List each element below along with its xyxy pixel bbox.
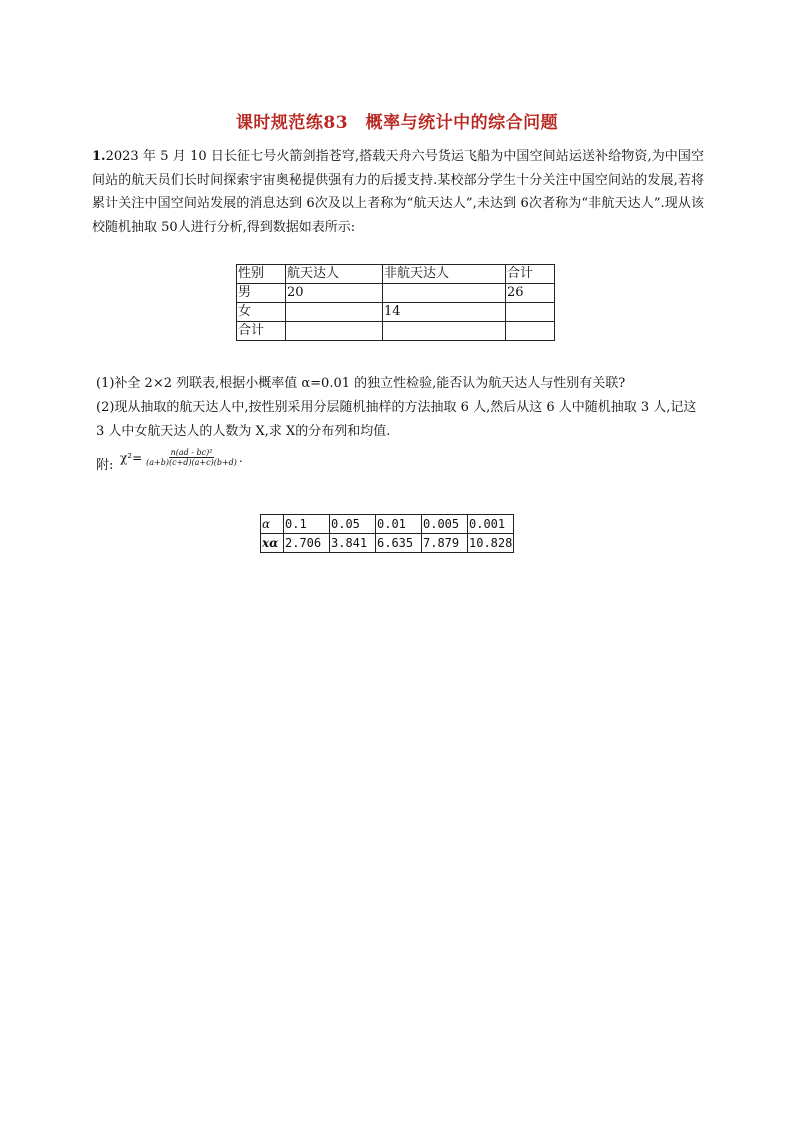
row-label: α <box>261 515 284 534</box>
table-row <box>261 515 514 534</box>
problem-number: 1. <box>92 149 106 164</box>
formula-numerator: n(ad - bc)² <box>170 448 213 457</box>
header-cell: 性别 <box>237 265 286 284</box>
table-cell: 0.01 <box>376 515 422 534</box>
table-cell: 3.841 <box>330 534 376 553</box>
table-cell: 14 <box>383 303 506 322</box>
table-cell <box>286 322 383 341</box>
row-label: xα <box>261 534 284 553</box>
chi-square-formula <box>120 448 243 467</box>
page-title: 课时规范练83 概率与统计中的综合问题 <box>235 113 559 133</box>
table-row <box>261 534 514 553</box>
table-cell: 10.828 <box>468 534 514 553</box>
problem-text: 2023 年 5 月 10 日长征七号火箭剑指苍穹,搭载天舟六号货运飞船为中国空间站运送补给物资,为中国空间站的航天员们长时间探索宇宙奥秘提供强有力的后援支持.某校部分学生十分关注中国空间站的发展,若将累计关注中国空间站发展的消息达到 6次及以上者称为“航天达人”,未达到 6次者称为“非航天达人”.现从该校随机抽取 50人进行分析,得到数据如表所示: <box>92 149 704 235</box>
formula-denominator: (a+b)(c+d)(a+c)(b+d) <box>146 458 237 467</box>
table-cell: 20 <box>286 284 383 303</box>
table-header-row <box>237 265 555 284</box>
table-cell: 0.001 <box>468 515 514 534</box>
table-cell: 0.1 <box>284 515 330 534</box>
table-cell <box>286 303 383 322</box>
critical-value-table <box>260 514 514 553</box>
formula-tail: . <box>238 450 243 465</box>
table-row <box>237 322 555 341</box>
table-cell <box>506 322 555 341</box>
header-cell: 非航天达人 <box>383 265 506 284</box>
table-cell <box>383 322 506 341</box>
table-row <box>237 303 555 322</box>
problem-statement <box>92 145 704 239</box>
formula-lhs: χ²= <box>120 450 143 465</box>
table-cell: 6.635 <box>376 534 422 553</box>
table-cell <box>383 284 506 303</box>
table-cell: 26 <box>506 284 555 303</box>
question-2: (2)现从抽取的航天达人中,按性别采用分层随机抽样的方法抽取 6 人,然后从这 6 人中随机抽取 3 人,记这 3 人中女航天达人的人数为 X,求 X的分布列和均值. <box>96 400 697 439</box>
table-cell: 女 <box>237 303 286 322</box>
contingency-table <box>236 264 555 341</box>
table-cell: 合计 <box>237 322 286 341</box>
table-cell: 2.706 <box>284 534 330 553</box>
table-cell: 0.005 <box>422 515 468 534</box>
table-cell: 男 <box>237 284 286 303</box>
header-cell: 航天达人 <box>286 265 383 284</box>
table-cell <box>506 303 555 322</box>
header-cell: 合计 <box>506 265 555 284</box>
table-cell: 7.879 <box>422 534 468 553</box>
table-row <box>237 284 555 303</box>
question-1: (1)补全 2×2 列联表,根据小概率值 α=0.01 的独立性检验,能否认为航天达人与性别有关联? <box>96 376 626 391</box>
appendix-label: 附: <box>96 458 114 473</box>
table-cell: 0.05 <box>330 515 376 534</box>
formula-fraction <box>144 448 239 467</box>
